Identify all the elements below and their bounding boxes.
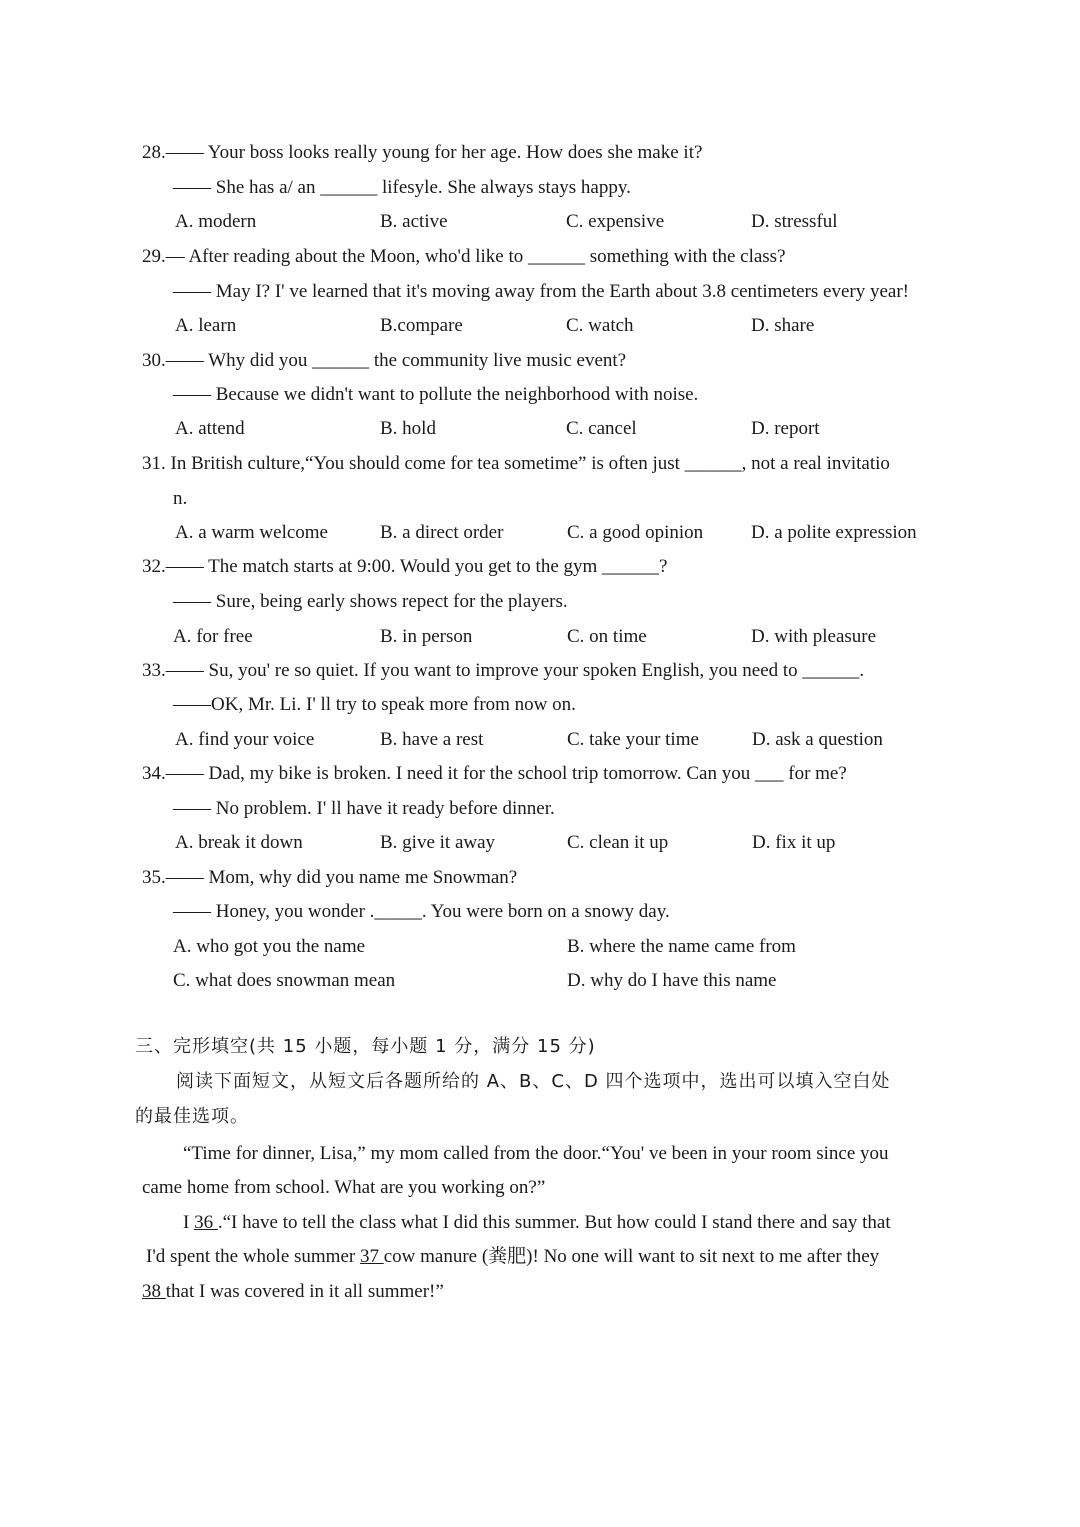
question-30-option-c[interactable]: C. cancel xyxy=(566,418,637,439)
question-28-stem: 28.—— Your boss looks really young for her age. How does she make it? xyxy=(142,142,703,163)
question-33-option-a[interactable]: A. find your voice xyxy=(175,729,315,750)
question-32-option-b[interactable]: B. in person xyxy=(380,626,473,647)
question-33-stem: 33.—— Su, you' re so quiet. If you want to improve your spoken English, you need to ______. xyxy=(142,660,865,681)
passage-line-1: “Time for dinner, Lisa,” my mom called from the door.“You' ve been in your room since you xyxy=(183,1143,889,1164)
question-30-option-b[interactable]: B. hold xyxy=(380,418,436,439)
question-29-option-c[interactable]: C. watch xyxy=(566,315,634,336)
passage-line-2: came home from school. What are you working on?” xyxy=(142,1177,546,1198)
question-29-option-a[interactable]: A. learn xyxy=(175,315,237,336)
question-32-option-d[interactable]: D. with pleasure xyxy=(751,626,877,647)
blank-36[interactable]: 36 xyxy=(194,1212,218,1233)
question-28-option-a[interactable]: A. modern xyxy=(175,211,257,232)
question-34-option-c[interactable]: C. clean it up xyxy=(567,832,669,853)
question-29-option-d[interactable]: D. share xyxy=(751,315,815,336)
passage-text: I'd spent the whole summer xyxy=(146,1246,360,1267)
question-33-reply: ——OK, Mr. Li. I' ll try to speak more from now on. xyxy=(173,694,576,715)
question-29-option-b[interactable]: B.compare xyxy=(380,315,463,336)
passage-line-3 xyxy=(183,1211,891,1235)
question-34-reply: —— No problem. I' ll have it ready before dinner. xyxy=(173,798,555,819)
passage-line-5 xyxy=(142,1280,444,1304)
question-28-option-b[interactable]: B. active xyxy=(380,211,448,232)
question-30-option-a[interactable]: A. attend xyxy=(175,418,245,439)
section-instruction-line2: 的最佳选项。 xyxy=(135,1106,249,1127)
question-32-option-a[interactable]: A. for free xyxy=(173,626,253,647)
passage-text: that I was covered in it all summer!” xyxy=(165,1281,444,1302)
question-35-reply: —— Honey, you wonder ._____. You were born on a snowy day. xyxy=(173,901,670,922)
question-28-reply: —— She has a/ an ______ lifesyle. She always stays happy. xyxy=(173,177,631,198)
question-35-stem: 35.—— Mom, why did you name me Snowman? xyxy=(142,867,518,888)
question-31-option-c[interactable]: C. a good opinion xyxy=(567,522,704,543)
question-32-option-c[interactable]: C. on time xyxy=(567,626,647,647)
question-29-stem: 29.— After reading about the Moon, who'd like to ______ something with the class? xyxy=(142,246,786,267)
passage-text: I xyxy=(183,1212,195,1233)
passage-line-4 xyxy=(146,1245,879,1269)
question-28-option-c[interactable]: C. expensive xyxy=(566,211,665,232)
question-31-option-a[interactable]: A. a warm welcome xyxy=(175,522,328,543)
question-30-stem: 30.—— Why did you ______ the community live music event? xyxy=(142,350,627,371)
passage-text: .“I have to tell the class what I did this summer. But how could I stand there and say that xyxy=(217,1212,891,1233)
question-31-stem: 31. In British culture,“You should come for tea sometime” is often just ______, not a real invitatio xyxy=(142,453,890,474)
question-35-option-c[interactable]: C. what does snowman mean xyxy=(173,970,396,991)
question-33-option-b[interactable]: B. have a rest xyxy=(380,729,484,750)
question-28-option-d[interactable]: D. stressful xyxy=(751,211,838,232)
question-32-stem: 32.—— The match starts at 9:00. Would you get to the gym ______? xyxy=(142,556,668,577)
question-29-reply: —— May I? I' ve learned that it's moving away from the Earth about 3.8 centimeters every year! xyxy=(173,281,909,302)
question-31-option-d[interactable]: D. a polite expression xyxy=(751,522,917,543)
question-30-reply: —— Because we didn't want to pollute the neighborhood with noise. xyxy=(173,384,699,405)
question-34-option-d[interactable]: D. fix it up xyxy=(752,832,836,853)
question-34-option-b[interactable]: B. give it away xyxy=(380,832,496,853)
question-30-option-d[interactable]: D. report xyxy=(751,418,820,439)
question-35-option-b[interactable]: B. where the name came from xyxy=(567,936,796,957)
question-34-stem: 34.—— Dad, my bike is broken. I need it for the school trip tomorrow. Can you ___ for me? xyxy=(142,763,847,784)
question-31-option-b[interactable]: B. a direct order xyxy=(380,522,504,543)
question-33-option-d[interactable]: D. ask a question xyxy=(752,729,883,750)
question-32-reply: —— Sure, being early shows repect for the players. xyxy=(173,591,568,612)
question-34-option-a[interactable]: A. break it down xyxy=(175,832,303,853)
blank-38[interactable]: 38 xyxy=(142,1281,166,1302)
passage-text: cow manure (粪肥)! No one will want to sit next to me after they xyxy=(383,1246,880,1267)
section-instruction-line1: 阅读下面短文，从短文后各题所给的 A、B、C、D 四个选项中，选出可以填入空白处 xyxy=(176,1071,891,1092)
section-heading: 三、完形填空(共 15 小题，每小题 1 分，满分 15 分) xyxy=(135,1036,596,1057)
question-35-option-a[interactable]: A. who got you the name xyxy=(173,936,366,957)
blank-37[interactable]: 37 xyxy=(359,1246,384,1267)
question-33-option-c[interactable]: C. take your time xyxy=(567,729,699,750)
question-31-continuation: n. xyxy=(173,488,188,509)
question-35-option-d[interactable]: D. why do I have this name xyxy=(567,970,777,991)
